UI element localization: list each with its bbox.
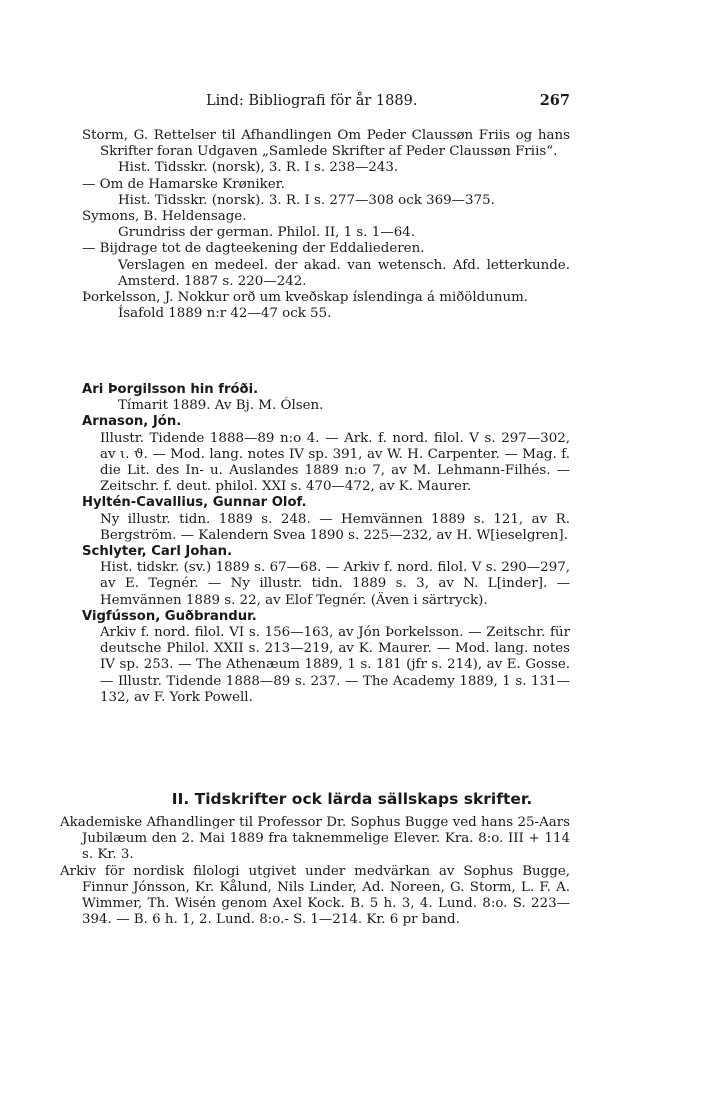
list-item: Ísafold 1889 n:r 42—47 ock 55. <box>118 306 332 322</box>
bibliography-list-1 <box>82 128 570 322</box>
entry-heading: Arnason, Jón. <box>82 414 182 430</box>
periodicals-list <box>60 815 570 928</box>
running-title: Lind: Bibliografi för år 1889. <box>206 93 418 109</box>
entry-body: Hist. tidskr. (sv.) 1889 s. 67—68. — Arkiv f. nord. filol. V s. 290—297, av E. Tegnér. — Ny illustr. tidn. 1889 s. 3, av N. L[inder]. — Hemvännen 1889 s. 22, av Elof Tegnér. (Även i särtryck). <box>100 560 570 608</box>
entry-body: Ny illustr. tidn. 1889 s. 248. — Hemvännen 1889 s. 121, av R. Bergström. — Kalendern Svea 1890 s. 225—232, av H. W[ieselgren]. <box>100 511 570 543</box>
list-item: Hist. Tidsskr. (norsk). 3. R. I s. 277—308 ock 369—375. <box>118 192 495 208</box>
list-item: Verslagen en medeel. der akad. van wetensch. Afd. letterkunde. Amsterd. 1887 s. 220—242. <box>118 257 570 289</box>
list-item: Storm, G. Rettelser til Afhandlingen Om Peder Claussøn Friis og hans Skrifter foran Udgaven „Samlede Skrifter af Peder Claussøn Friis“. <box>82 128 570 160</box>
entry-body: Tímarit 1889. Av Bj. M. Ólsen. <box>118 398 324 414</box>
entry-body: Arkiv f. nord. filol. VI s. 156—163, av Jón Þorkelsson. — Zeitschr. für deutsche Philol. XXII s. 213—219, av K. Maurer. — Mod. lang. notes IV sp. 253. — The Athenæum 1889, 1 s. 181 (jfr s. 214), av E. Gosse. — Illustr. Tidende 1888—89 s. 237. — The Academy 1889, 1 s. 131—132, av F. York Powell. <box>100 625 570 705</box>
list-item: — Om de Hamarske Krøniker. <box>82 176 285 192</box>
list-item: Hist. Tidsskr. (norsk), 3. R. I s. 238—243. <box>118 160 399 176</box>
list-item: — Bijdrage tot de dagteekening der Eddaliederen. <box>82 241 425 257</box>
section-heading: II. Tidskrifter ock lärda sällskaps skrifter. <box>171 790 533 808</box>
list-item: Grundriss der german. Philol. II, 1 s. 1—64. <box>118 225 415 241</box>
page-header <box>82 93 570 113</box>
entry-heading: Schlyter, Carl Johan. <box>82 544 233 560</box>
entry-heading: Ari Þorgilsson hin fróði. <box>82 382 259 397</box>
entry-heading: Vigfússon, Guðbrandur. <box>82 608 257 624</box>
page-number: 267 <box>539 92 570 109</box>
list-item: Symons, B. Heldensage. <box>82 209 247 225</box>
entry-heading: Hyltén-Cavallius, Gunnar Olof. <box>82 495 307 511</box>
list-item: Arkiv för nordisk filologi utgivet under medvärkan av Sophus Bugge, Finnur Jónsson, Kr. Kålund, Nils Linder, Ad. Noreen, G. Storm, L. F. A. Wimmer, Th. Wisén genom Axel Kock. B. 5 h. 3, 4. Lund. 8:o. S. 223—394. — B. 6 h. 1, 2. Lund. 8:o.- S. 1—214. Kr. 6 pr band. <box>60 863 570 928</box>
list-item: Akademiske Afhandlinger til Professor Dr. Sophus Bugge ved hans 25-Aars Jubilæum den 2. Mai 1889 fra taknemmelige Elever. Kra. 8:o. III + 114 s. Kr. 3. <box>60 815 570 863</box>
biography-list <box>82 382 570 706</box>
list-item: Þorkelsson, J. Nokkur orð um kveðskap íslendinga á miðöldunum. <box>82 290 529 306</box>
entry-body: Illustr. Tidende 1888—89 n:o 4. — Ark. f. nord. filol. V s. 297—302, av ι. ϑ. — Mod. lang. notes IV sp. 391, av W. H. Carpenter. — Mag. f. die Lit. des In- u. Auslandes 1889 n:o 7, av M. Lehmann-Filhés. — Zeitschr. f. deut. philol. XXI s. 470—472, av K. Maurer. <box>100 430 570 495</box>
